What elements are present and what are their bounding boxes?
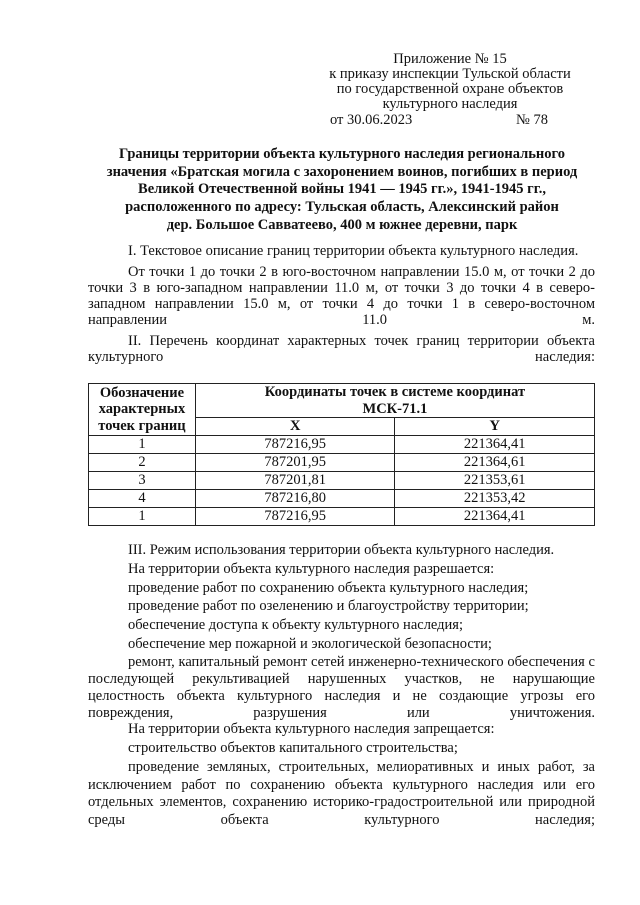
coordinates-header	[195, 384, 594, 418]
prohibited-item: проведение земляных, строительных, мелиоративных и иных работ, за исключением работ по сохранению объекта культурного наследия или его отдельных элементов, сохранению историко-градостроительной или природной среды объекта культурного наследия;	[88, 759, 595, 828]
x-cell: 787216,95	[195, 507, 395, 525]
y-cell: 221364,41	[395, 507, 595, 525]
prohibited-intro: На территории объекта культурного наследия запрещается:	[128, 721, 495, 737]
order-number: № 78	[516, 112, 548, 128]
section1-heading: I. Текстовое описание границ территории объекта культурного наследия.	[128, 243, 579, 259]
order-line: культурного наследия	[382, 96, 518, 112]
appendix-header	[310, 52, 590, 112]
allowed-item: обеспечение доступа к объекту культурного наследия;	[128, 617, 464, 633]
header-line: Обозначение	[99, 384, 185, 401]
y-cell: 221364,61	[395, 453, 595, 471]
order-line: к приказу инспекции Тульской области	[329, 66, 571, 82]
y-cell: 221364,41	[395, 435, 595, 453]
table-row	[89, 435, 595, 453]
x-cell: 787201,95	[195, 453, 395, 471]
title-line: Границы территории объекта культурного наследия регионального	[119, 146, 565, 162]
point-cell: 4	[89, 489, 196, 507]
document-title	[88, 146, 596, 235]
order-line: по государственной охране объектов	[336, 81, 564, 97]
point-cell: 2	[89, 453, 196, 471]
point-cell: 1	[89, 435, 196, 453]
x-cell: 787216,95	[195, 435, 395, 453]
y-header: Y	[395, 418, 595, 436]
order-date-row	[330, 112, 560, 129]
header-line: точек границ	[98, 417, 186, 434]
title-line: Великой Отечественной войны 1941 — 1945 гг.», 1941-1945 гг.,	[138, 181, 546, 198]
x-cell: 787216,80	[195, 489, 395, 507]
allowed-intro: На территории объекта культурного наследия разрешается:	[128, 561, 495, 577]
section3-heading: III. Режим использования территории объекта культурного наследия.	[128, 542, 555, 558]
coordinates-table	[88, 383, 595, 526]
table-row	[89, 489, 595, 507]
allowed-item: проведение работ по сохранению объекта культурного наследия;	[128, 580, 529, 596]
table-header-row	[89, 384, 595, 418]
y-cell: 221353,61	[395, 471, 595, 489]
allowed-item: проведение работ по озеленению и благоустройству территории;	[128, 598, 529, 614]
header-line: характерных	[98, 401, 186, 417]
x-header: X	[195, 418, 395, 436]
point-cell: 1	[89, 507, 196, 525]
table-row	[89, 507, 595, 525]
allowed-item: ремонт, капитальный ремонт сетей инженерно-технического обеспечения с последующей рекультивацией нарушенных участков, не нарушающие целостность объекта культурного наследия и не создающие угрозы его повреждения, разрушения или уничтожения.	[88, 654, 595, 721]
appendix-label: Приложение № 15	[393, 51, 507, 67]
point-column-header	[89, 384, 196, 436]
header-line: МСК-71.1	[362, 400, 428, 417]
section2-heading: II. Перечень координат характерных точек границ территории объекта культурного наследия:	[88, 333, 595, 365]
table-row	[89, 453, 595, 471]
section1-body: От точки 1 до точки 2 в юго-восточном направлении 15.0 м, от точки 2 до точки 3 в юго-западном направлении 11.0 м, от точки 3 до точки 4 в северо-западном направлении 15.0 м, от точки 4 до точки 1 в северо-восточном направлении 11.0 м.	[88, 264, 595, 328]
prohibited-item: строительство объектов капитального строительства;	[128, 740, 458, 756]
title-line: расположенного по адресу: Тульская область, Алексинский район	[125, 199, 559, 216]
title-line: дер. Большое Савватеево, 400 м южнее деревни, парк	[166, 216, 518, 233]
allowed-item: обеспечение мер пожарной и экологической безопасности;	[128, 636, 492, 652]
x-cell: 787201,81	[195, 471, 395, 489]
point-cell: 3	[89, 471, 196, 489]
table-row	[89, 471, 595, 489]
order-date: от 30.06.2023	[330, 112, 413, 128]
y-cell: 221353,42	[395, 489, 595, 507]
title-line: значения «Братская могила с захоронением воинов, погибших в период	[106, 163, 578, 180]
header-line: Координаты точек в системе координат	[264, 384, 526, 400]
